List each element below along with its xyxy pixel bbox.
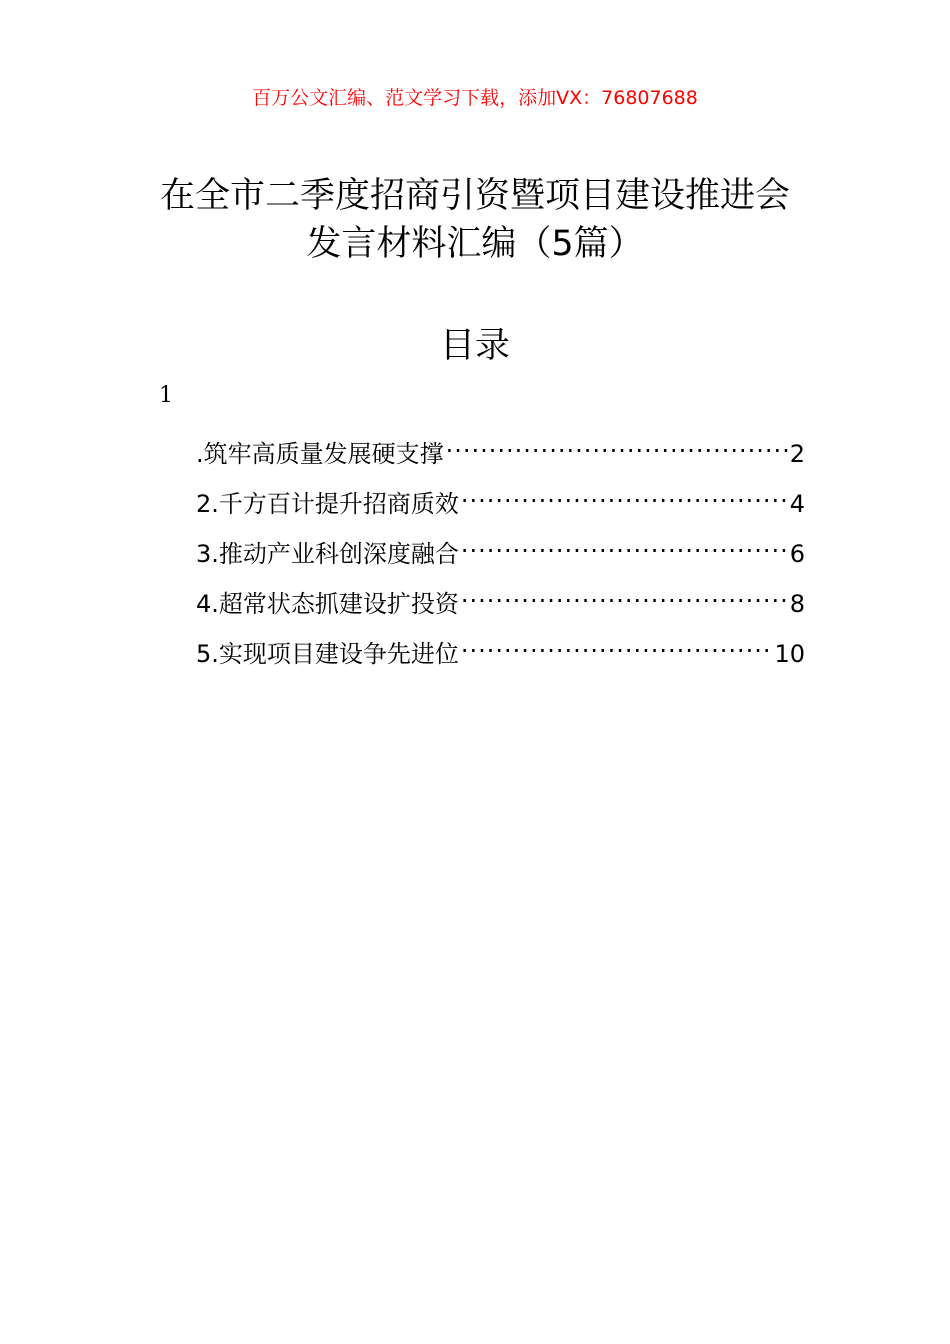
toc-entry[interactable] — [196, 426, 805, 476]
toc-list — [196, 426, 805, 676]
document-title — [0, 172, 950, 268]
title-line-2: 发言材料汇编（5篇） — [306, 224, 644, 264]
toc-entry[interactable] — [196, 526, 805, 576]
toc-entry-page: 2 — [789, 440, 805, 468]
toc-stray-number: 1 — [159, 383, 173, 408]
toc-entry-label: 5.实现项目建设争先进位 — [196, 640, 459, 668]
toc-dot-leader — [461, 626, 773, 662]
toc-entry[interactable] — [196, 626, 805, 676]
toc-entry-page: 6 — [789, 540, 805, 568]
toc-entry-page: 10 — [774, 640, 805, 668]
toc-entry-page: 8 — [789, 590, 805, 618]
toc-entry-label: .筑牢高质量发展硬支撑 — [196, 440, 444, 468]
toc-heading: 目录 — [439, 326, 510, 366]
toc-dot-leader — [461, 526, 788, 562]
toc-entry-label: 2.千方百计提升招商质效 — [196, 490, 459, 518]
header-note: 百万公文汇编、范文学习下载，添加VX：76807688 — [252, 87, 698, 109]
toc-dot-leader — [461, 476, 788, 512]
toc-entry-label: 4.超常状态抓建设扩投资 — [196, 590, 459, 618]
toc-dot-leader — [446, 426, 788, 462]
title-line-1: 在全市二季度招商引资暨项目建设推进会 — [159, 176, 790, 216]
toc-entry[interactable] — [196, 576, 805, 626]
toc-entry-page: 4 — [789, 490, 805, 518]
toc-entry-label: 3.推动产业科创深度融合 — [196, 540, 459, 568]
toc-dot-leader — [461, 576, 788, 612]
toc-entry[interactable] — [196, 476, 805, 526]
